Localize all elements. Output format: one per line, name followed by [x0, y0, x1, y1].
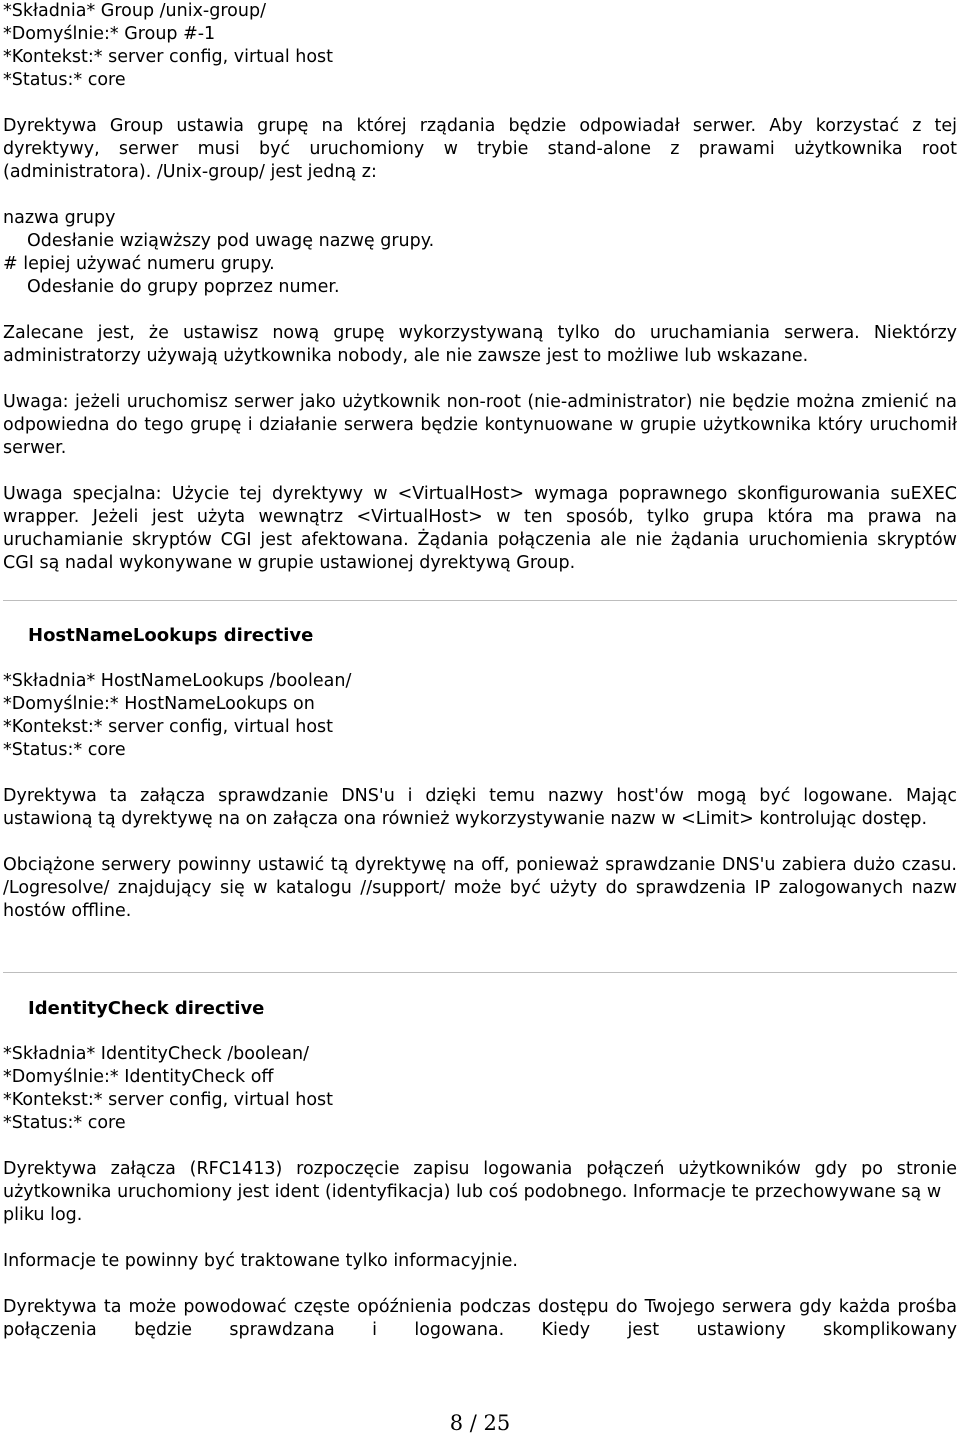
identitycheck-default: *Domyślnie:* IdentityCheck off — [3, 1067, 274, 1087]
group-directive-section — [3, 0, 957, 575]
identitycheck-description-tail: pliku log. — [3, 1205, 83, 1225]
group-list-desc-name: Odesłanie wziąwższy pod uwagę nazwę grupy. — [27, 231, 435, 251]
group-syntax: *Składnia* Group /unix-group/ — [3, 1, 266, 21]
group-special-note: Uwaga specjalna: Użycie tej dyrektywy w <VirtualHost> wymaga poprawnego skonfigurowania suEXEC wrapper. Jeżeli jest użyta wewnątrz <VirtualHost> w ten sposób, tylko grupa która ma prawa na uruchamianie skryptów CGI jest afektowana. Żądania połączenia ale nie żądania uruchomienia skryptów CGI są nadal wykonywane w grupie ustawionej dyrektywą Group. — [3, 484, 957, 573]
hostnamelookups-heading: HostNameLookups directive — [28, 625, 314, 646]
hostnamelookups-description: Dyrektywa ta załącza sprawdzanie DNS'u i dzięki temu nazwy host'ów mogą być logowane. Mając ustawioną tą dyrektywę na on załącza ona również wykorzystywanie nazw w <Limit> kontrolując dostęp. — [3, 786, 957, 829]
group-list-desc-number: Odesłanie do grupy poprzez numer. — [27, 277, 340, 297]
section-divider — [3, 972, 957, 973]
identitycheck-status: *Status:* core — [3, 1113, 126, 1133]
group-description: Dyrektywa Group ustawia grupę na której rządania będzie odpowiadał serwer. Aby korzystać z tej dyrektywy, serwer musi być uruchomiony w trybie stand-alone z prawami użytkownika root (administratora). /Unix-group/ jest jedną z: — [3, 116, 957, 182]
group-list-term: nazwa grupy — [3, 208, 116, 228]
group-default: *Domyślnie:* Group #-1 — [3, 24, 216, 44]
identitycheck-info: Informacje te powinny być traktowane tylko informacyjnie. — [3, 1251, 518, 1271]
group-context: *Kontekst:* server config, virtual host — [3, 47, 334, 67]
group-recommendation: Zalecane jest, że ustawisz nową grupę wykorzystywaną tylko do uruchamiania serwera. Niektórzy administratorzy używają użytkownika nobody, ale nie zawsze jest to możliwe lub wskazane. — [3, 323, 957, 366]
identitycheck-context: *Kontekst:* server config, virtual host — [3, 1090, 334, 1110]
hostnamelookups-section — [3, 670, 957, 923]
hostnamelookups-syntax: *Składnia* HostNameLookups /boolean/ — [3, 671, 352, 691]
group-list-hash: # lepiej używać numeru grupy. — [3, 254, 275, 274]
identitycheck-description: Dyrektywa załącza (RFC1413) rozpoczęcie zapisu logowania połączeń użytkowników gdy po stronie użytkownika uruchomiony jest ident (identyfikacja) lub coś podobnego. Informacje te przechowywane są w — [3, 1159, 957, 1202]
identitycheck-section — [3, 1043, 957, 1342]
identitycheck-syntax: *Składnia* IdentityCheck /boolean/ — [3, 1044, 310, 1064]
group-status: *Status:* core — [3, 70, 126, 90]
page-number: 8 / 25 — [449, 1411, 511, 1435]
hostnamelookups-default: *Domyślnie:* HostNameLookups on — [3, 694, 315, 714]
hostnamelookups-context: *Kontekst:* server config, virtual host — [3, 717, 334, 737]
identitycheck-warning: Dyrektywa ta może powodować częste opóźnienia podczas dostępu do Twojego serwera gdy każda prośba połączenia będzie sprawdzana i logowana. Kiedy jest ustawiony skomplikowany — [3, 1297, 957, 1340]
identitycheck-heading: IdentityCheck directive — [28, 998, 265, 1019]
group-note: Uwaga: jeżeli uruchomisz serwer jako użytkownik non-root (nie-administrator) nie będzie można zmienić na odpowiedna do tego grupę i działanie serwera będzie kontynuowane w grupie użytkownika który uruchomił serwer. — [3, 392, 957, 458]
section-divider — [3, 600, 957, 601]
hostnamelookups-note: Obciążone serwery powinny ustawić tą dyrektywę na off, ponieważ sprawdzanie DNS'u zabiera dużo czasu. /Logresolve/ znajdujący się w katalogu //support/ może być użyty do sprawdzenia IP zalogowanych nazw hostów offline. — [3, 855, 957, 921]
hostnamelookups-status: *Status:* core — [3, 740, 126, 760]
